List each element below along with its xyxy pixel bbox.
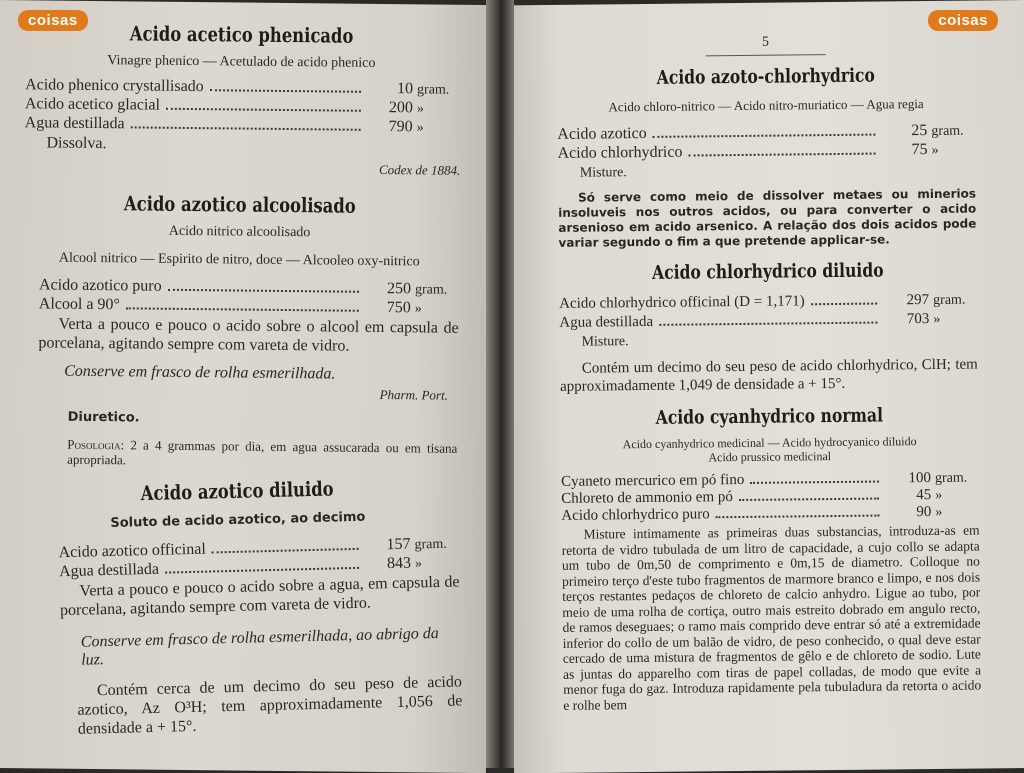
ingredient-qty: 75: [911, 141, 928, 159]
ingredient-qty: 297: [906, 292, 930, 309]
source-reference: Pharm. Port.: [379, 386, 448, 403]
ingredient-unit: »: [416, 101, 424, 117]
ingredient-qty: 250: [386, 280, 412, 298]
ingredient-unit: »: [935, 504, 943, 520]
ingredient-unit: gram.: [934, 470, 968, 486]
conserve-note: Conserve em frasco de rolha esmerilhada.: [64, 362, 336, 383]
section-acido-azoto-chlorhydrico: [557, 64, 977, 251]
section-subtitle: Vinagre phenico — Acetulado de acido phenico: [107, 53, 376, 71]
watermark-logo: coisas: [928, 10, 998, 31]
ingredient-qty: 750: [386, 299, 411, 317]
instruction: Misture.: [581, 334, 629, 350]
leader-dots: [811, 303, 877, 306]
conserve-note: Conserve em frasco de rolha esmerilhada, ao abrigo da luz.: [80, 624, 439, 669]
instruction: Dissolva.: [46, 134, 107, 153]
section-title: Acido azotico diluido: [140, 476, 334, 506]
leader-dots: [739, 498, 879, 501]
ingredient-row: [561, 503, 979, 524]
section-title: Acido chlorhydrico diluido: [651, 259, 884, 284]
leader-dots: [166, 108, 361, 112]
ingredient-name: Acido azotico puro: [38, 276, 162, 295]
ingredient-unit: gram.: [414, 536, 447, 553]
section-subtitle-alt: Acido prussico medicinal: [708, 449, 832, 465]
page-number-rule: [706, 54, 826, 56]
ingredient-qty: 90: [916, 503, 932, 521]
left-page: [0, 0, 494, 773]
ingredient-qty: 157: [386, 535, 411, 554]
leader-dots: [126, 307, 359, 311]
ingredient-unit: »: [935, 487, 943, 503]
section-subtitle: Acido cyanhydrico medicinal — Acido hydrocyanico diluido: [622, 434, 917, 452]
section-title: Acido azotico alcoolisado: [123, 191, 356, 218]
leader-dots: [653, 134, 876, 138]
leader-dots: [212, 548, 359, 554]
posologia-text: 2 a 4 grammas por dia, em agua assucarada ou em tisana apropriada.: [67, 437, 458, 468]
leader-dots: [210, 89, 361, 93]
ingredient-name: Acido chlorhydrico puro: [561, 506, 710, 524]
ingredient-unit: gram.: [933, 292, 966, 308]
posologia-label: Posologia:: [67, 436, 125, 453]
ingredient-qty: 25: [911, 122, 928, 140]
ingredient-unit: gram.: [414, 282, 448, 298]
leader-dots: [688, 153, 875, 157]
ingredient-unit: »: [416, 120, 424, 136]
watermark-logo: coisas: [18, 10, 88, 31]
ingredient-name: Acido azotico officinal: [58, 540, 206, 562]
page-number: 5: [761, 34, 770, 50]
leader-dots: [716, 515, 880, 519]
ingredient-qty: 200: [388, 99, 413, 117]
ingredient-name: Acido chlorhydrico officinal (D = 1,171): [559, 293, 805, 312]
section-subtitle: Soluto de acido azotico, ao decimo: [110, 509, 366, 531]
leader-dots: [659, 322, 877, 326]
book-gutter: [486, 0, 514, 768]
ingredient-name: Acido azotico: [557, 124, 647, 143]
leader-dots: [131, 126, 361, 130]
instruction: Verta a pouco e pouco o acido sobre o alcool em capsula de porcelana, agitando sempre com vareta de vidro.: [38, 315, 459, 355]
ingredient-name: Acido phenico crystallisado: [25, 76, 204, 96]
posologia: [17, 436, 457, 471]
note: Só serve como meio de dissolver metaes ou minerios insoluveis nos outros acidos, ou para converter o acido arsenioso em acido arsenico. A relação dos dois acidos pode variar segundo o fim a que pretende applicar-se.: [558, 186, 977, 250]
ingredient-name: Chloreto de ammonio em pó: [561, 489, 733, 507]
section-acido-cyanhydrico-normal: [560, 404, 981, 713]
ingredient-unit: »: [414, 556, 423, 572]
ingredient-name: Alcool a 90°: [38, 295, 120, 314]
right-page: [506, 0, 1024, 773]
ingredient-name: Agua destillada: [24, 114, 125, 133]
ingredient-unit: »: [414, 301, 422, 317]
note: Contém um decimo do seu peso de acido chlorhydrico, ClH; tem approximadamente 1,049 de densidade a + 15°.: [559, 356, 978, 395]
instruction: Misture intimamente as primeiras duas substancias, introduza-as em retorta de vidro tubulada de um litro de capacidade, a cujo collo se adapta um tubo de 0m,50 de comprimento e 0m,15 de diametro. Colloque no primeiro terço d'este tubo fragmentos de marmore branco e limpo, e nos dois terços restantes pedaços de chloreto de calcio anhydro. Ligue ao tubo, por meio de uma rolha de cortiça, outro mais estreito dobrado em angulo recto, de ramos deseguaes; o ramo mais comprido deve entrar só até a extremidade inferior do collo de um balão de vidro, de peso conhecido, o qual deve estar cercado de uma mistura de fragmentos de gêlo e de chloreto de sodio. Lute as juntas do apparelho com tiras de papel colladas, de modo que evite a menor fuga do gaz. Introduza rapidamente pela tubuladura da retorta o acido e rolhe bem: [561, 522, 982, 713]
source-reference: Codex de 1884.: [378, 161, 461, 178]
leader-dots: [750, 481, 879, 484]
note: Contém cerca de um decimo do seu peso de acido azotico, Az O³H; tem approximadamente 1,056 de densidade a + 15°.: [77, 673, 463, 738]
section-subtitle-alt: Alcool nitrico — Espirito de nitro, doce — Alcooleo oxy-nitrico: [58, 250, 420, 270]
ingredient-unit: »: [931, 142, 939, 158]
ingredient-qty: 703: [906, 311, 930, 328]
ingredient-unit: gram.: [417, 82, 450, 98]
leader-dots: [165, 567, 359, 574]
ingredient-qty: 10: [397, 80, 414, 98]
ingredient-qty: 843: [386, 554, 412, 573]
section-acido-azotico-diluido: [17, 473, 463, 740]
section-acido-azotico-alcoolisado: [17, 190, 460, 471]
ingredient-qty: 45: [916, 486, 932, 504]
section-title: Acido azoto-chlorhydrico: [656, 64, 875, 89]
leader-dots: [168, 289, 359, 293]
section-acido-chlorhydrico-diluido: [559, 259, 978, 396]
ingredient-qty: 100: [908, 470, 932, 487]
ingredient-qty: 790: [388, 118, 413, 136]
section-title: Acido cyanhydrico normal: [655, 404, 884, 429]
instruction: Misture.: [579, 165, 627, 181]
section-acido-acetico-phenicado: [20, 20, 462, 179]
ingredient-name: Agua destillada: [58, 560, 160, 581]
ingredient-name: Acido chlorhydrico: [557, 143, 683, 162]
ingredient-name: Acido acetico glacial: [24, 95, 161, 114]
section-subtitle: Acido chloro-nitrico — Acido nitro-muriatico — Agua regia: [608, 96, 924, 115]
ingredient-name: Cyaneto mercurico em pó fino: [560, 471, 745, 490]
use-label: Diuretico.: [67, 409, 140, 426]
ingredient-name: Agua destillada: [559, 313, 654, 331]
section-title: Acido acetico phenicado: [129, 21, 354, 48]
ingredient-unit: »: [933, 311, 941, 327]
instruction: Verta a pouco e pouco o acido sobre a agua, em capsula de porcelana, agitando sempre com vareta de vidro.: [59, 573, 460, 620]
section-subtitle: Acido nitrico alcoolisado: [168, 223, 311, 241]
ingredient-unit: gram.: [931, 123, 964, 139]
